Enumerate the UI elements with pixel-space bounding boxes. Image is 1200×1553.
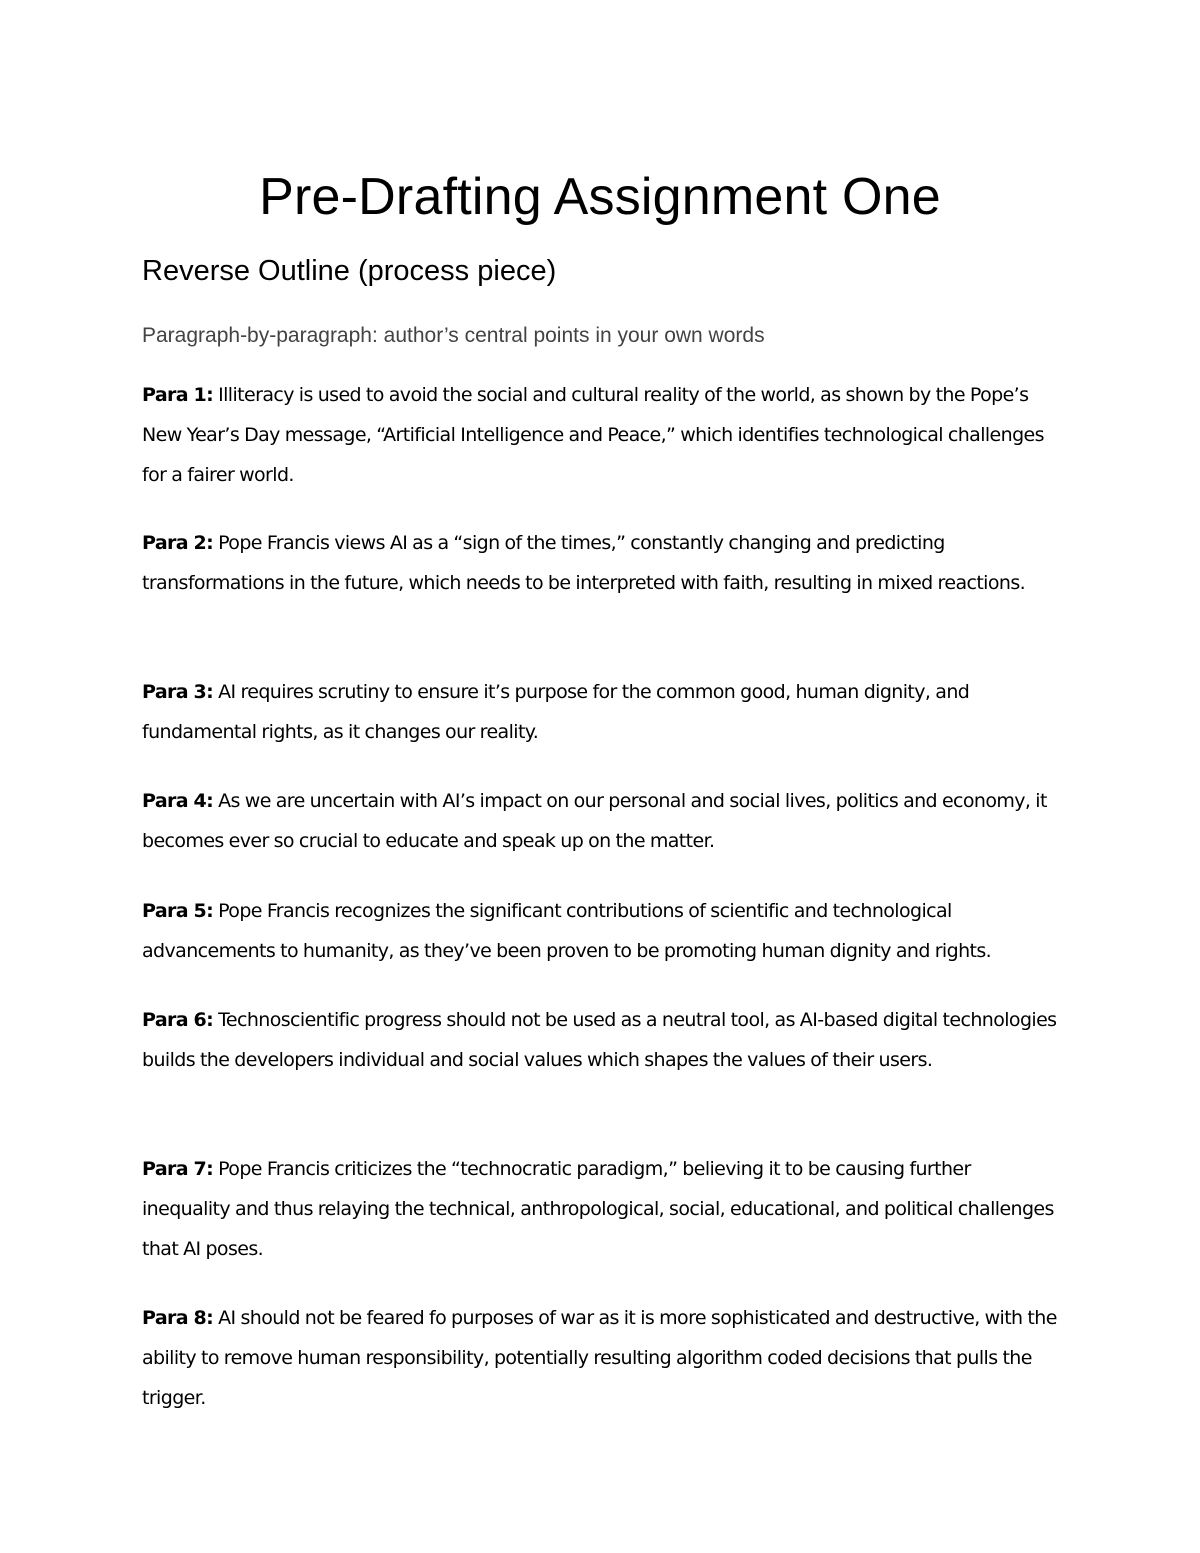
- paragraph-1-label: Para 1:: [142, 384, 214, 406]
- section-subtitle: Reverse Outline (process piece): [142, 255, 557, 287]
- paragraph-3: [142, 672, 1060, 752]
- paragraph-7-text: Pope Francis criticizes the “technocratic paradigm,” believing it to be causing further inequality and thus relaying the technical, anthropological, social, educational, and political challenges that AI poses.: [142, 1158, 1054, 1260]
- paragraph-4: [142, 781, 1060, 861]
- paragraph-3-label: Para 3:: [142, 681, 214, 703]
- paragraph-4-text: As we are uncertain with AI’s impact on our personal and social lives, politics and economy, it becomes ever so crucial to educate and speak up on the matter.: [142, 790, 1047, 852]
- paragraph-2: [142, 523, 1060, 603]
- paragraph-8-label: Para 8:: [142, 1307, 214, 1329]
- paragraph-6: [142, 1000, 1060, 1080]
- paragraph-8: [142, 1298, 1060, 1418]
- paragraph-1: [142, 375, 1060, 495]
- paragraph-1-text: Illiteracy is used to avoid the social and cultural reality of the world, as shown by the Pope’s New Year’s Day message, “Artificial Intelligence and Peace,” which identifies technological challenges for a fairer world.: [142, 384, 1044, 486]
- paragraph-7: [142, 1149, 1060, 1269]
- paragraph-5: [142, 891, 1060, 971]
- paragraph-4-label: Para 4:: [142, 790, 214, 812]
- page-title: Pre-Drafting Assignment One: [259, 168, 941, 226]
- paragraph-6-text: Technoscientific progress should not be used as a neutral tool, as AI-based digital technologies builds the developers individual and social values which shapes the values of their users.: [142, 1009, 1057, 1071]
- paragraph-2-label: Para 2:: [142, 532, 214, 554]
- paragraph-6-label: Para 6:: [142, 1009, 214, 1031]
- paragraph-2-text: Pope Francis views AI as a “sign of the times,” constantly changing and predicting transformations in the future, which needs to be interpreted with faith, resulting in mixed reactions.: [142, 532, 1026, 594]
- paragraph-7-label: Para 7:: [142, 1158, 214, 1180]
- paragraph-8-text: AI should not be feared fo purposes of war as it is more sophisticated and destructive, with the ability to remove human responsibility, potentially resulting algorithm coded decisions that pulls the trigger.: [142, 1307, 1057, 1409]
- paragraph-5-text: Pope Francis recognizes the significant contributions of scientific and technological advancements to humanity, as they’ve been proven to be promoting human dignity and rights.: [142, 900, 992, 962]
- paragraph-3-text: AI requires scrutiny to ensure it’s purpose for the common good, human dignity, and fundamental rights, as it changes our reality.: [142, 681, 970, 743]
- paragraph-5-label: Para 5:: [142, 900, 214, 922]
- instructions-text: Paragraph-by-paragraph: author’s central points in your own words: [142, 324, 765, 347]
